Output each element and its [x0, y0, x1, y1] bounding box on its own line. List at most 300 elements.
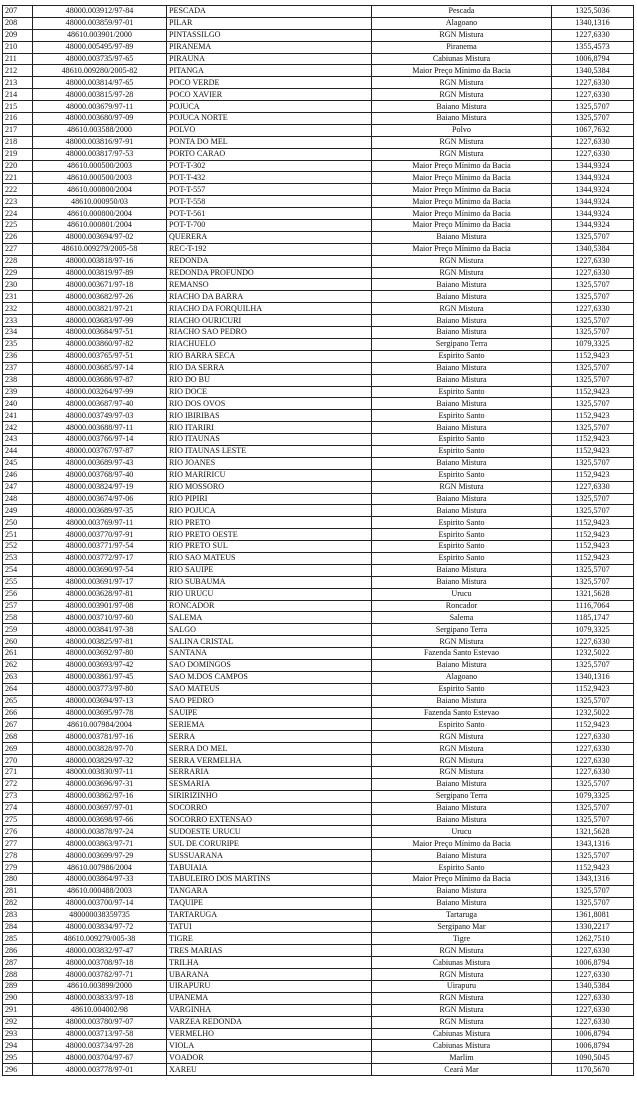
- row-number-cell: 273: [3, 790, 33, 802]
- field-name-cell: VARZEA REDONDA: [167, 1016, 372, 1028]
- price-value-cell: 1344,9324: [552, 196, 634, 208]
- row-number-cell: 240: [3, 398, 33, 410]
- process-number-cell: 48000.003771/97-54: [33, 541, 167, 553]
- reference-oil-cell: Baiano Mistura: [372, 814, 552, 826]
- reference-oil-cell: Cabiunas Mistura: [372, 53, 552, 65]
- reference-oil-cell: RGN Mistura: [372, 1016, 552, 1028]
- table-row: [3, 529, 634, 541]
- price-value-cell: 1227,6330: [552, 255, 634, 267]
- field-name-cell: SAO DOMINGOS: [167, 659, 372, 671]
- field-name-cell: XAREU: [167, 1064, 372, 1076]
- field-name-cell: TRILHA: [167, 957, 372, 969]
- row-number-cell: 267: [3, 719, 33, 731]
- field-name-cell: PIRAUNA: [167, 53, 372, 65]
- row-number-cell: 216: [3, 113, 33, 125]
- field-name-cell: RIO PRETO SUL: [167, 541, 372, 553]
- reference-oil-cell: Baiano Mistura: [372, 374, 552, 386]
- field-name-cell: RIO MARIRICU: [167, 469, 372, 481]
- process-number-cell: 48000.003765/97-51: [33, 350, 167, 362]
- reference-oil-cell: Maior Preço Mínimo da Bacia: [372, 65, 552, 77]
- table-row: [3, 695, 634, 707]
- reference-oil-cell: Baiano Mistura: [372, 398, 552, 410]
- table-row: [3, 243, 634, 255]
- table-row: [3, 469, 634, 481]
- price-value-cell: 1232,5022: [552, 648, 634, 660]
- table-row: [3, 719, 634, 731]
- process-number-cell: 48610.007986/2004: [33, 862, 167, 874]
- table-row: [3, 683, 634, 695]
- price-value-cell: 1325,5707: [552, 493, 634, 505]
- process-number-cell: 48610.009280/2005-82: [33, 65, 167, 77]
- table-row: [3, 255, 634, 267]
- process-number-cell: 48000.003773/97-80: [33, 683, 167, 695]
- process-number-cell: 48610.000488/2003: [33, 885, 167, 897]
- reference-oil-cell: Baiano Mistura: [372, 885, 552, 897]
- table-row: [3, 101, 634, 113]
- field-name-cell: RIACHUELO: [167, 338, 372, 350]
- price-value-cell: 1227,6330: [552, 1004, 634, 1016]
- table-row: [3, 790, 634, 802]
- field-name-cell: SALGO: [167, 624, 372, 636]
- reference-oil-cell: Urucu: [372, 826, 552, 838]
- process-number-cell: 48000.003901/97-08: [33, 600, 167, 612]
- reference-oil-cell: Cabiunas Mistura: [372, 1040, 552, 1052]
- table-row: [3, 885, 634, 897]
- field-name-cell: TAQUIPE: [167, 897, 372, 909]
- process-number-cell: 48000.003704/97-67: [33, 1052, 167, 1064]
- row-number-cell: 232: [3, 303, 33, 315]
- price-value-cell: 1079,3325: [552, 338, 634, 350]
- field-name-cell: SUSSUARANA: [167, 850, 372, 862]
- process-number-cell: 48000.003781/97-16: [33, 731, 167, 743]
- reference-oil-cell: Roncador: [372, 600, 552, 612]
- process-number-cell: 48000.003814/97-65: [33, 77, 167, 89]
- price-value-cell: 1227,6330: [552, 77, 634, 89]
- process-number-cell: 48000.003713/97-58: [33, 1028, 167, 1040]
- reference-oil-cell: Polvo: [372, 124, 552, 136]
- table-row: [3, 1064, 634, 1076]
- price-value-cell: 1325,5707: [552, 362, 634, 374]
- reference-oil-cell: Espirito Santo: [372, 862, 552, 874]
- process-number-cell: 48000.003710/97-60: [33, 612, 167, 624]
- price-value-cell: 1067,7632: [552, 124, 634, 136]
- process-number-cell: 48000.003671/97-18: [33, 279, 167, 291]
- field-name-cell: RIO ITAUNAS LESTE: [167, 445, 372, 457]
- process-number-cell: 48000.003878/97-24: [33, 826, 167, 838]
- process-number-cell: 48610.000801/2004: [33, 220, 167, 232]
- reference-oil-cell: Sergipano Terra: [372, 624, 552, 636]
- field-name-cell: VOADOR: [167, 1052, 372, 1064]
- reference-oil-cell: Baiano Mistura: [372, 101, 552, 113]
- table-row: [3, 897, 634, 909]
- price-value-cell: 1227,6330: [552, 136, 634, 148]
- row-number-cell: 286: [3, 945, 33, 957]
- price-value-cell: 1325,5707: [552, 576, 634, 588]
- process-number-cell: 48000.003735/97-65: [33, 53, 167, 65]
- table-row: [3, 957, 634, 969]
- price-value-cell: 1152,9423: [552, 541, 634, 553]
- process-number-cell: 48000.003824/97-19: [33, 481, 167, 493]
- price-value-cell: 1344,9324: [552, 172, 634, 184]
- table-row: [3, 89, 634, 101]
- price-value-cell: 1321,5628: [552, 588, 634, 600]
- process-number-cell: 48000.003859/97-01: [33, 17, 167, 29]
- row-number-cell: 237: [3, 362, 33, 374]
- price-value-cell: 1325,5707: [552, 279, 634, 291]
- price-value-cell: 1361,8081: [552, 909, 634, 921]
- reference-oil-cell: Baiano Mistura: [372, 327, 552, 339]
- field-name-cell: POT-T-558: [167, 196, 372, 208]
- row-number-cell: 287: [3, 957, 33, 969]
- price-value-cell: 1343,1316: [552, 838, 634, 850]
- price-value-cell: 1330,2217: [552, 921, 634, 933]
- price-value-cell: 1325,5707: [552, 695, 634, 707]
- reference-oil-cell: Baiano Mistura: [372, 279, 552, 291]
- table-row: [3, 588, 634, 600]
- field-name-cell: REDONDA PROFUNDO: [167, 267, 372, 279]
- process-number-cell: 48000.003833/97-18: [33, 992, 167, 1004]
- table-row: [3, 517, 634, 529]
- row-number-cell: 282: [3, 897, 33, 909]
- price-value-cell: 1227,6330: [552, 1016, 634, 1028]
- field-name-cell: SUL DE CORURIPE: [167, 838, 372, 850]
- reference-oil-cell: Baiano Mistura: [372, 659, 552, 671]
- process-number-cell: 48000.003695/97-78: [33, 707, 167, 719]
- row-number-cell: 248: [3, 493, 33, 505]
- price-value-cell: 1325,5707: [552, 850, 634, 862]
- process-number-cell: 48000.003734/97-28: [33, 1040, 167, 1052]
- field-name-cell: SERRA DO MEL: [167, 743, 372, 755]
- row-number-cell: 292: [3, 1016, 33, 1028]
- row-number-cell: 272: [3, 778, 33, 790]
- field-name-cell: SALINA CRISTAL: [167, 636, 372, 648]
- field-name-cell: UPANEMA: [167, 992, 372, 1004]
- reference-oil-cell: Maior Preço Mínimo da Bacia: [372, 172, 552, 184]
- field-name-cell: RIO PIPIRI: [167, 493, 372, 505]
- row-number-cell: 235: [3, 338, 33, 350]
- price-value-cell: 1321,5628: [552, 826, 634, 838]
- field-name-cell: TRES MARIAS: [167, 945, 372, 957]
- field-name-cell: RIO DOCE: [167, 386, 372, 398]
- price-value-cell: 1340,5384: [552, 243, 634, 255]
- field-name-cell: RIACHO OURICURI: [167, 315, 372, 327]
- field-name-cell: PILAR: [167, 17, 372, 29]
- field-name-cell: SOCORRO EXTENSAO: [167, 814, 372, 826]
- table-body: [3, 6, 634, 1076]
- row-number-cell: 241: [3, 410, 33, 422]
- table-row: [3, 743, 634, 755]
- row-number-cell: 247: [3, 481, 33, 493]
- field-name-cell: RIO URUCU: [167, 588, 372, 600]
- reference-oil-cell: Baiano Mistura: [372, 564, 552, 576]
- price-value-cell: 1006,8794: [552, 957, 634, 969]
- row-number-cell: 226: [3, 231, 33, 243]
- field-name-cell: POT-T-561: [167, 208, 372, 220]
- row-number-cell: 225: [3, 220, 33, 232]
- reference-oil-cell: Cabiunas Mistura: [372, 1028, 552, 1040]
- row-number-cell: 211: [3, 53, 33, 65]
- price-value-cell: 1227,6330: [552, 945, 634, 957]
- reference-oil-cell: Urucu: [372, 588, 552, 600]
- row-number-cell: 252: [3, 541, 33, 553]
- table-row: [3, 124, 634, 136]
- reference-oil-cell: Baiano Mistura: [372, 695, 552, 707]
- row-number-cell: 250: [3, 517, 33, 529]
- row-number-cell: 228: [3, 255, 33, 267]
- process-number-cell: 48000.003699/97-29: [33, 850, 167, 862]
- price-value-cell: 1325,5707: [552, 113, 634, 125]
- process-number-cell: 48000.003825/97-81: [33, 636, 167, 648]
- reference-oil-cell: Alagoano: [372, 17, 552, 29]
- table-row: [3, 29, 634, 41]
- table-row: [3, 850, 634, 862]
- reference-oil-cell: Baiano Mistura: [372, 315, 552, 327]
- price-value-cell: 1325,5707: [552, 659, 634, 671]
- table-row: [3, 992, 634, 1004]
- process-number-cell: 48000.003700/97-14: [33, 897, 167, 909]
- table-row: [3, 267, 634, 279]
- reference-oil-cell: Tartaruga: [372, 909, 552, 921]
- field-name-cell: SAO MATEUS: [167, 683, 372, 695]
- table-row: [3, 648, 634, 660]
- field-name-cell: PITANGA: [167, 65, 372, 77]
- process-number-cell: 48000.003770/97-91: [33, 529, 167, 541]
- table-row: [3, 338, 634, 350]
- price-value-cell: 1227,6330: [552, 992, 634, 1004]
- process-number-cell: 48000.003683/97-99: [33, 315, 167, 327]
- row-number-cell: 295: [3, 1052, 33, 1064]
- row-number-cell: 251: [3, 529, 33, 541]
- price-value-cell: 1152,9423: [552, 517, 634, 529]
- field-name-cell: RIO DA SERRA: [167, 362, 372, 374]
- field-name-cell: SOCORRO: [167, 802, 372, 814]
- reference-oil-cell: Espirito Santo: [372, 529, 552, 541]
- reference-oil-cell: Baiano Mistura: [372, 113, 552, 125]
- row-number-cell: 233: [3, 315, 33, 327]
- row-number-cell: 281: [3, 885, 33, 897]
- reference-oil-cell: Baiano Mistura: [372, 457, 552, 469]
- table-row: [3, 53, 634, 65]
- table-row: [3, 921, 634, 933]
- process-number-cell: 48610.000800/2004: [33, 184, 167, 196]
- price-value-cell: 1227,6330: [552, 636, 634, 648]
- reference-oil-cell: Cabiunas Mistura: [372, 957, 552, 969]
- field-name-cell: SERRA: [167, 731, 372, 743]
- row-number-cell: 277: [3, 838, 33, 850]
- field-name-cell: RIO PRETO: [167, 517, 372, 529]
- reference-oil-cell: Espirito Santo: [372, 469, 552, 481]
- reference-oil-cell: RGN Mistura: [372, 267, 552, 279]
- table-row: [3, 874, 634, 886]
- price-value-cell: 1152,9423: [552, 683, 634, 695]
- price-value-cell: 1152,9423: [552, 350, 634, 362]
- price-value-cell: 1152,9423: [552, 410, 634, 422]
- process-number-cell: 48000.003816/97-91: [33, 136, 167, 148]
- field-name-cell: VIOLA: [167, 1040, 372, 1052]
- row-number-cell: 278: [3, 850, 33, 862]
- table-row: [3, 838, 634, 850]
- table-row: [3, 909, 634, 921]
- price-value-cell: 1006,8794: [552, 1040, 634, 1052]
- reference-oil-cell: Maior Preço Mínimo da Bacia: [372, 184, 552, 196]
- process-number-cell: 48000.003815/97-28: [33, 89, 167, 101]
- row-number-cell: 220: [3, 160, 33, 172]
- reference-oil-cell: Espirito Santo: [372, 434, 552, 446]
- reference-oil-cell: Maior Preço Mínimo da Bacia: [372, 220, 552, 232]
- reference-oil-cell: RGN Mistura: [372, 767, 552, 779]
- process-number-cell: 48610.004002/98: [33, 1004, 167, 1016]
- process-number-cell: 48000.003818/97-16: [33, 255, 167, 267]
- table-row: [3, 362, 634, 374]
- process-number-cell: 48610.003901/2000: [33, 29, 167, 41]
- row-number-cell: 284: [3, 921, 33, 933]
- table-row: [3, 172, 634, 184]
- table-row: [3, 802, 634, 814]
- reference-oil-cell: Maior Preço Mínimo da Bacia: [372, 160, 552, 172]
- price-value-cell: 1325,5707: [552, 422, 634, 434]
- table-row: [3, 231, 634, 243]
- reference-oil-cell: Fazenda Santo Estevao: [372, 648, 552, 660]
- row-number-cell: 253: [3, 552, 33, 564]
- process-number-cell: 48000.003679/97-11: [33, 101, 167, 113]
- reference-oil-cell: Baiano Mistura: [372, 850, 552, 862]
- field-name-cell: RIO PRETO OESTE: [167, 529, 372, 541]
- field-name-cell: RIACHO DA BARRA: [167, 291, 372, 303]
- process-number-cell: 48610.000500/2003: [33, 160, 167, 172]
- field-name-cell: PORTO CARAO: [167, 148, 372, 160]
- row-number-cell: 209: [3, 29, 33, 41]
- price-value-cell: 1325,5036: [552, 6, 634, 18]
- reference-oil-cell: Baiano Mistura: [372, 778, 552, 790]
- field-name-cell: RIO ITARIRI: [167, 422, 372, 434]
- price-value-cell: 1152,9423: [552, 552, 634, 564]
- reference-oil-cell: Baiano Mistura: [372, 231, 552, 243]
- process-number-cell: 48000.003682/97-26: [33, 291, 167, 303]
- field-name-cell: RIACHO SAO PEDRO: [167, 327, 372, 339]
- price-value-cell: 1152,9423: [552, 434, 634, 446]
- price-value-cell: 1227,6330: [552, 148, 634, 160]
- reference-oil-cell: RGN Mistura: [372, 136, 552, 148]
- table-row: [3, 564, 634, 576]
- process-number-cell: 48000.003767/97-87: [33, 445, 167, 457]
- reference-oil-cell: Baiano Mistura: [372, 291, 552, 303]
- field-name-cell: POCO VERDE: [167, 77, 372, 89]
- price-value-cell: 1344,9324: [552, 160, 634, 172]
- row-number-cell: 230: [3, 279, 33, 291]
- row-number-cell: 207: [3, 6, 33, 18]
- price-value-cell: 1325,5707: [552, 398, 634, 410]
- row-number-cell: 296: [3, 1064, 33, 1076]
- table-row: [3, 160, 634, 172]
- process-number-cell: 48000.003749/97-03: [33, 410, 167, 422]
- field-name-cell: RIO ITAUNAS: [167, 434, 372, 446]
- field-name-cell: RIO POJUCA: [167, 505, 372, 517]
- reference-oil-cell: Baiano Mistura: [372, 493, 552, 505]
- reference-oil-cell: Fazenda Santo Estevao: [372, 707, 552, 719]
- process-number-cell: 48000.003817/97-53: [33, 148, 167, 160]
- price-value-cell: 1325,5707: [552, 457, 634, 469]
- field-name-cell: POCO XAVIER: [167, 89, 372, 101]
- field-name-cell: REMANSO: [167, 279, 372, 291]
- price-value-cell: 1227,6330: [552, 267, 634, 279]
- row-number-cell: 263: [3, 671, 33, 683]
- reference-oil-cell: Baiano Mistura: [372, 897, 552, 909]
- price-value-cell: 1152,9423: [552, 862, 634, 874]
- price-value-cell: 1227,6330: [552, 89, 634, 101]
- field-name-cell: VARGINHA: [167, 1004, 372, 1016]
- row-number-cell: 291: [3, 1004, 33, 1016]
- field-name-cell: RIO IBIRIBAS: [167, 410, 372, 422]
- reference-oil-cell: Espirito Santo: [372, 386, 552, 398]
- process-number-cell: 48610.003588/2000: [33, 124, 167, 136]
- field-name-cell: PONTA DO MEL: [167, 136, 372, 148]
- process-number-cell: 48000.003686/97-87: [33, 374, 167, 386]
- process-number-cell: 48610.009279/2005-58: [33, 243, 167, 255]
- field-name-cell: SERRARIA: [167, 767, 372, 779]
- price-value-cell: 1152,9423: [552, 445, 634, 457]
- table-row: [3, 434, 634, 446]
- price-value-cell: 1340,5384: [552, 65, 634, 77]
- field-name-cell: RIACHO DA FORQUILHA: [167, 303, 372, 315]
- row-number-cell: 259: [3, 624, 33, 636]
- table-row: [3, 826, 634, 838]
- field-name-cell: RIO SAUIPE: [167, 564, 372, 576]
- process-number-cell: 48000.003689/97-43: [33, 457, 167, 469]
- row-number-cell: 294: [3, 1040, 33, 1052]
- reference-oil-cell: Maior Preço Mínimo da Bacia: [372, 838, 552, 850]
- field-name-cell: UIRAPURU: [167, 981, 372, 993]
- row-number-cell: 271: [3, 767, 33, 779]
- field-name-cell: RIO DO BU: [167, 374, 372, 386]
- field-name-cell: RIO DOS OVOS: [167, 398, 372, 410]
- process-number-cell: 48000.003821/97-21: [33, 303, 167, 315]
- price-value-cell: 1090,5045: [552, 1052, 634, 1064]
- field-name-cell: RIO BARRA SECA: [167, 350, 372, 362]
- process-number-cell: 48000.003912/97-84: [33, 6, 167, 18]
- reference-oil-cell: RGN Mistura: [372, 77, 552, 89]
- reference-oil-cell: Baiano Mistura: [372, 505, 552, 517]
- reference-oil-cell: RGN Mistura: [372, 481, 552, 493]
- row-number-cell: 236: [3, 350, 33, 362]
- price-value-cell: 1325,5707: [552, 327, 634, 339]
- price-value-cell: 1079,3325: [552, 624, 634, 636]
- reference-oil-cell: Sergipano Terra: [372, 338, 552, 350]
- field-name-cell: SALEMA: [167, 612, 372, 624]
- table-row: [3, 981, 634, 993]
- row-number-cell: 222: [3, 184, 33, 196]
- field-name-cell: SAO M.DOS CAMPOS: [167, 671, 372, 683]
- process-number-cell: 48000.003769/97-11: [33, 517, 167, 529]
- row-number-cell: 243: [3, 434, 33, 446]
- process-number-cell: 48000.003696/97-31: [33, 778, 167, 790]
- process-number-cell: 48000.003628/97-81: [33, 588, 167, 600]
- reference-oil-cell: RGN Mistura: [372, 731, 552, 743]
- process-number-cell: 48000.003834/97-72: [33, 921, 167, 933]
- process-number-cell: 48000.003832/97-47: [33, 945, 167, 957]
- field-name-cell: TATUI: [167, 921, 372, 933]
- reference-oil-cell: Espirito Santo: [372, 445, 552, 457]
- price-value-cell: 1227,6330: [552, 481, 634, 493]
- price-value-cell: 1232,5022: [552, 707, 634, 719]
- price-value-cell: 1227,6330: [552, 743, 634, 755]
- price-value-cell: 1152,9423: [552, 386, 634, 398]
- reference-oil-cell: Marlim: [372, 1052, 552, 1064]
- process-number-cell: 48000.003863/97-71: [33, 838, 167, 850]
- process-number-cell: 48610.003899/2000: [33, 981, 167, 993]
- reference-oil-cell: Espirito Santo: [372, 541, 552, 553]
- price-value-cell: 1152,9423: [552, 529, 634, 541]
- field-name-cell: RONCADOR: [167, 600, 372, 612]
